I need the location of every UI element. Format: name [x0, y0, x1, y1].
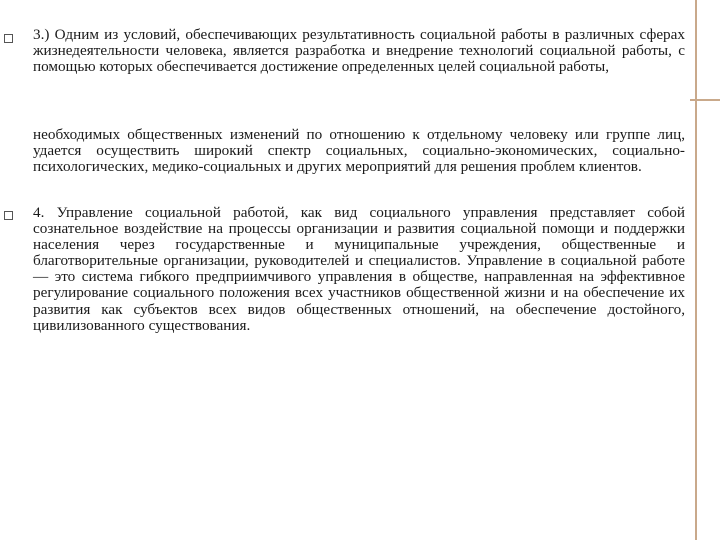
paragraph-management: 4. Управление социальной работой, как вид социального управления представляет собой сознательное воздействие на процессы организации и развития социальной помощи и поддержки населения через государственные и муниципальные учреждения, общественные и благотворительные организации, руководителей и специалистов. Управление в социальной работе — это система гибкого предприимчивого управления в обществе, направленная на эффективное регулирование социального положения всех участников общественной жизни и на обеспечение их развития как субъектов всех видов общественных отношений, на обеспечение достойного, цивилизованного существования. — [33, 204, 685, 334]
paragraph-measures: необходимых общественных изменений по отношению к отдельному человеку или группе лиц, удается осуществить широкий спектр социальных, социально-экономических, социально-психологических, медико-социальных и других мероприятий для решения проблем клиентов. — [33, 126, 685, 176]
slide-vertical-rule — [695, 0, 697, 540]
square-bullet-icon — [4, 211, 13, 220]
slide-horizontal-rule — [690, 99, 720, 101]
square-bullet-icon — [4, 34, 13, 43]
paragraph-technologies: 3.) Одним из условий, обеспечивающих результативность социальной работы в различных сферах жизнедеятельности человека, является разработка и внедрение технологий социальной работы, с помощью которых обеспечивается достижение определенных целей социальной работы, — [33, 26, 685, 76]
